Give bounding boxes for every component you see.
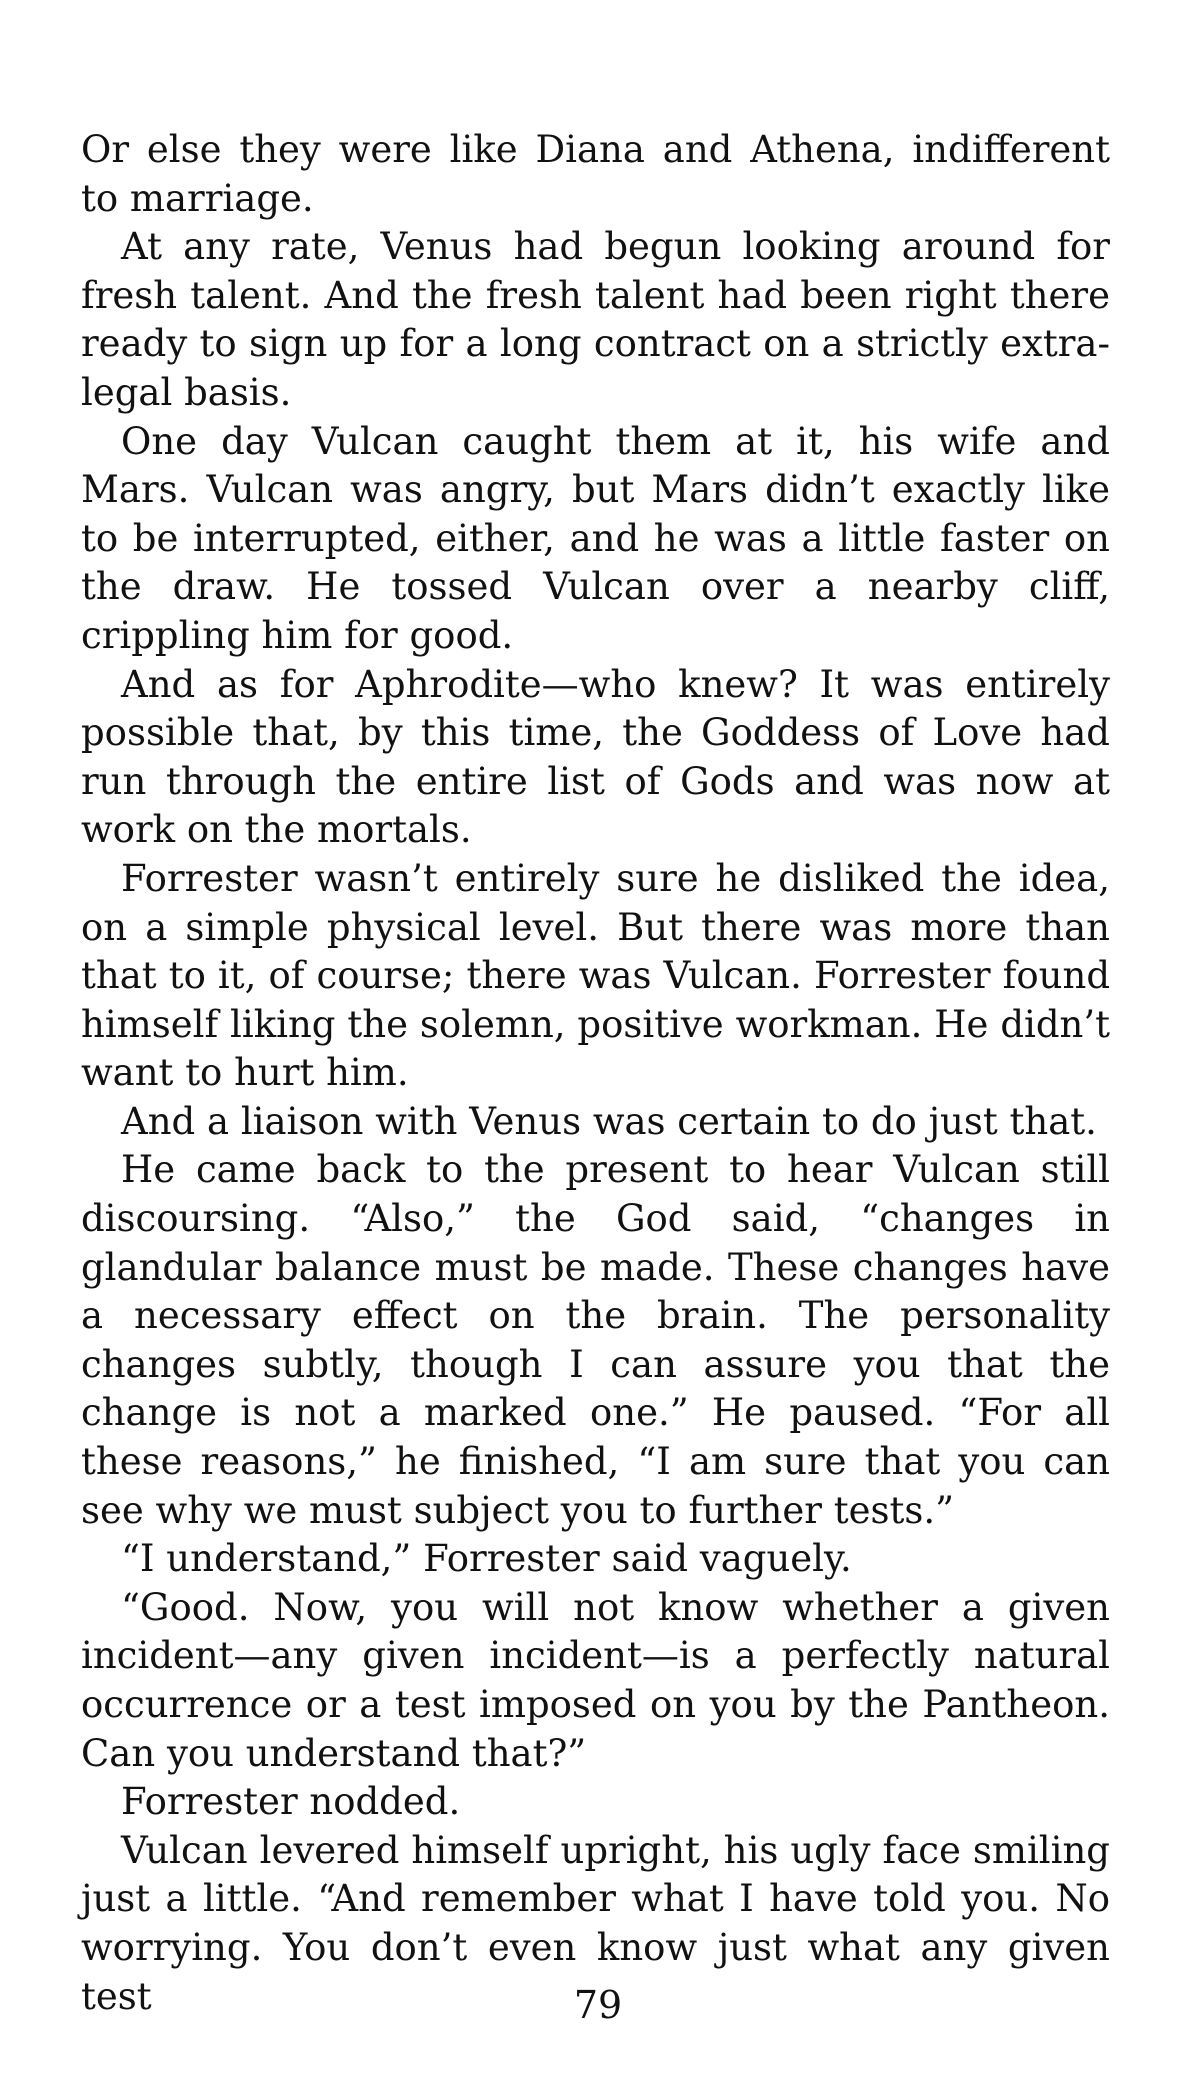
paragraph: “Good. Now, you will not know whether a given incident—any given incident—is a perfectly natural occurrence or a test imposed on you by the Pantheon. Can you understand that?” <box>81 1585 1110 1775</box>
page-number: 79 <box>573 1983 623 2027</box>
paragraph: “I understand,” Forrester said vaguely. <box>121 1537 852 1581</box>
paragraph: He came back to the present to hear Vulcan still discoursing. “Also,” the God said, “changes in glandular balance must be made. These changes have a necessary effect on the brain. The personality changes subtly, though I can assure you that the change is not a marked one.” He paused. “For all these reasons,” he finished, “I am sure that you can see why we must subject you to further tests.” <box>81 1148 1110 1532</box>
paragraph: And a liaison with Venus was certain to do just that. <box>121 1099 1097 1143</box>
paragraph: And as for Aphrodite—who knew? It was entirely possible that, by this time, the Goddess of Love had run through the entire list of Gods and was now at work on the mortals. <box>81 662 1110 852</box>
body-text <box>81 126 1110 2021</box>
paragraph: Or else they were like Diana and Athena, indifferent to marriage. <box>81 128 1110 220</box>
paragraph: One day Vulcan caught them at it, his wife and Mars. Vulcan was angry, but Mars didn’t exactly like to be interrupted, either, and he was a little faster on the draw. He tossed Vulcan over a nearby cliff, crippling him for good. <box>81 419 1110 657</box>
paragraph: Forrester wasn’t entirely sure he disliked the idea, on a simple physical level. But there was more than that to it, of course; there was Vulcan. Forrester found himself liking the solemn, positive workman. He didn’t want to hurt him. <box>81 856 1110 1095</box>
paragraph: Forrester nodded. <box>121 1780 461 1824</box>
paragraph: Vulcan levered himself upright, his ugly face smiling just a little. “And remember what I have told you. No worrying. You don’t even know just what any given test <box>81 1828 1110 2018</box>
paragraph: At any rate, Venus had begun looking around for fresh talent. And the fresh talent had been right there ready to sign up for a long contract on a strictly extra-legal basis. <box>81 225 1110 414</box>
